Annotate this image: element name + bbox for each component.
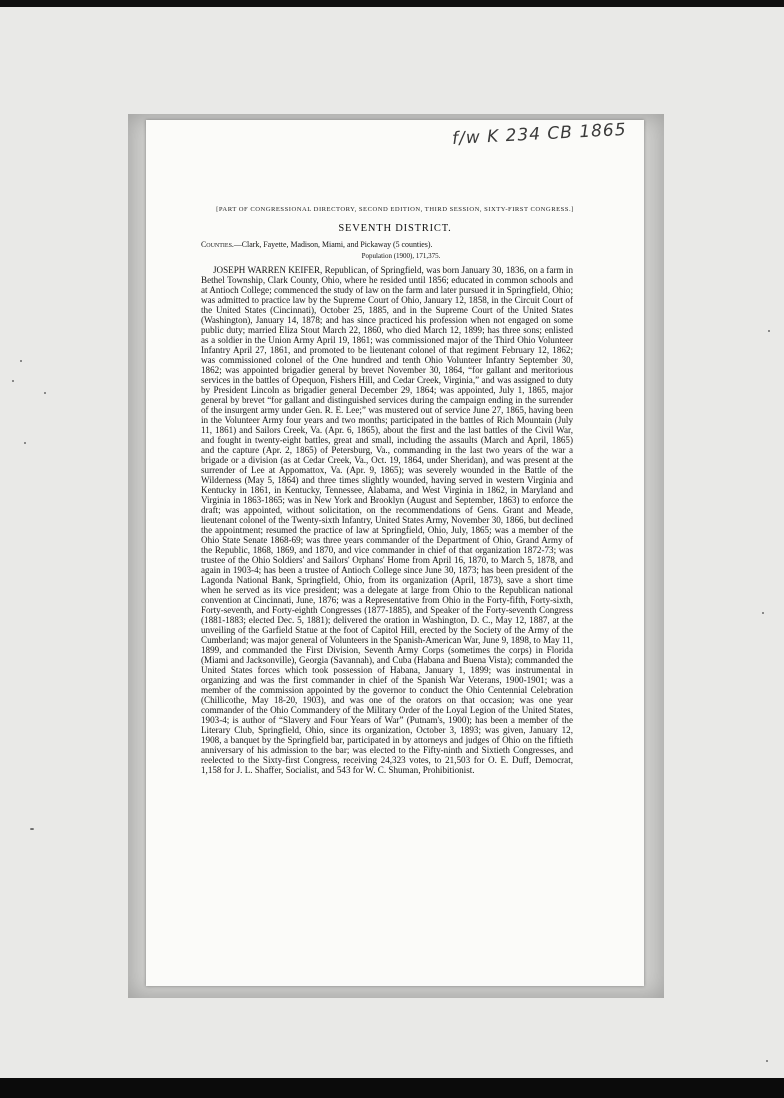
handwritten-catalog-note: f/w K 234 CB 1865 <box>451 119 628 149</box>
scan-top-edge <box>0 0 784 7</box>
counties-lead: Counties. <box>201 240 234 249</box>
scan-bottom-edge <box>0 1078 784 1098</box>
district-title: SEVENTH DISTRICT. <box>338 223 452 234</box>
scan-speck <box>768 330 770 332</box>
scan-speck <box>762 612 764 614</box>
counties-line <box>201 240 601 249</box>
directory-header-note: [PART OF CONGRESSIONAL DIRECTORY, SECOND EDITION, THIRD SESSION, SIXTY-FIRST CONGRESS.] <box>216 206 574 213</box>
counties-text: —Clark, Fayette, Madison, Miami, and Pickaway (5 counties). <box>233 240 433 249</box>
scan-speck <box>12 380 14 382</box>
scan-speck <box>30 828 34 830</box>
biography-paragraph: JOSEPH WARREN KEIFER, Republican, of Springfield, was born January 30, 1836, on a farm in Bethel Township, Clark County, Ohio, where he resided until 1856; educated in common schools and at Antioch College; commenced the study of law on the farm and later pursued it in Springfield, Ohio; was admitted to practice law by the Supreme Court of Ohio, January 12, 1858, in the Circuit Court of the United States (Cincinnati), October 25, 1885, and in the Supreme Court of the United States (Washington), January 14, 1878; and has since practiced his profession when not engaged on some public duty; married Eliza Stout March 22, 1860, who died March 12, 1899; has three sons; enlisted as a soldier in the Union Army April 19, 1861; was commissioned major of the Third Ohio Volunteer Infantry April 27, 1861, and promoted to be lieutenant colonel of that regiment February 12, 1862; was commissioned colonel of the One hundred and tenth Ohio Volunteer Infantry September 30, 1862; was appointed brigadier general by brevet November 30, 1864, “for gallant and meritorious services in the battles of Opequon, Fishers Hill, and Cedar Creek, Virginia,” and was assigned to duty by President Lincoln as brigadier general December 29, 1864; was appointed, July 1, 1865, major general by brevet “for gallant and distinguished services during the campaign ending in the surrender of the insurgent army under Gen. R. E. Lee;” was mustered out of service June 27, 1865, having been in the Volunteer Army four years and two months; participated in the battles of Rich Mountain (July 11, 1861) and Sailors Creek, Va. (Apr. 6, 1865), about the first and the last battles of the Civil War, and fought in twenty-eight battles, great and small, including the assaults (March and April, 1865) and the capture (Apr. 2, 1865) of Petersburg, Va., commanding in the last two years of the war a brigade or a division (as at Cedar Creek, Va., Oct. 19, 1864, under Sheridan), and was present at the surrender of Lee at Appomattox, Va. (Apr. 9, 1865); was severely wounded in the Battle of the Wilderness (May 5, 1864) and three times slightly wounded, having served in western Virginia and Kentucky in 1861, in Kentucky, Tennessee, Alabama, and West Virginia in 1862, in Maryland and Virginia in 1863-1865; was in New York and Brooklyn (August and September, 1863) to enforce the draft; was appointed, without solicitation, on the recommendations of Gens. Grant and Meade, lieutenant colonel of the Twenty-sixth Infantry, United States Army, November 30, 1866, but declined the appointment; resumed the practice of law at Springfield, Ohio, July, 1865; was a member of the Ohio State Senate 1868-69; was three years commander of the Department of Ohio, Grand Army of the Republic, 1868, 1869, and 1870, and vice commander in chief of that organization 1872-73; was trustee of the Ohio Soldiers' and Sailors' Orphans' Home from April 16, 1870, to March 5, 1878, and again in 1903-4; has been a trustee of Antioch College since June 30, 1873; has been president of the Lagonda National Bank, Springfield, Ohio, from its organization (April, 1873), save a short time when he served as its vice president; was a delegate at large from Ohio to the Republican national convention at Cincinnati, June, 1876; was a Representative from Ohio in the Forty-fifth, Forty-sixth, Forty-seventh, and Forty-eighth Congresses (1877-1885), and Speaker of the Forty-seventh Congress (1881-1883; elected Dec. 5, 1881); delivered the oration in Washington, D. C., May 12, 1887, at the unveiling of the Garfield Statue at the foot of Capitol Hill, erected by the Society of the Army of the Cumberland; was major general of Volunteers in the Spanish-American War, June 9, 1898, to May 11, 1899, and commanded the First Division, Seventh Army Corps (sometimes the corps) in Florida (Miami and Jacksonville), Georgia (Savannah), and Cuba (Habana and Buena Vista); commanded the United States forces which took possession of Habana, January 1, 1899; was instrumental in organizing and was the first commander in chief of the Spanish War Veterans, 1900-1901; was a member of the commission appointed by the governor to conduct the Ohio Centennial Celebration (Chillicothe, May 18-20, 1903), and was one of the orators on that occasion; was one year commander of the Ohio Commandery of the Military Order of the Loyal Legion of the United States, 1903-4; is author of “Slavery and Four Years of War” (Putnam's, 1900); has been a member of the Literary Club, Springfield, Ohio, since its organization, October 3, 1893; was given, January 12, 1908, a banquet by the Springfield bar, participated in by attorneys and judges of Ohio on the fiftieth anniversary of his admission to the bar; was elected to the Fifty-ninth and Sixtieth Congresses, and reelected to the Sixty-first Congress, receiving 24,323 votes, to 21,503 for O. E. Duff, Democrat, 1,158 for J. L. Shaffer, Socialist, and 543 for W. C. Shuman, Prohibitionist. <box>201 265 573 775</box>
population-line: Population (1900), 171,375. <box>361 252 441 260</box>
scan-speck <box>20 360 22 362</box>
scan-speck <box>44 392 46 394</box>
scan-speck <box>24 442 26 444</box>
scan-speck <box>766 1060 768 1062</box>
